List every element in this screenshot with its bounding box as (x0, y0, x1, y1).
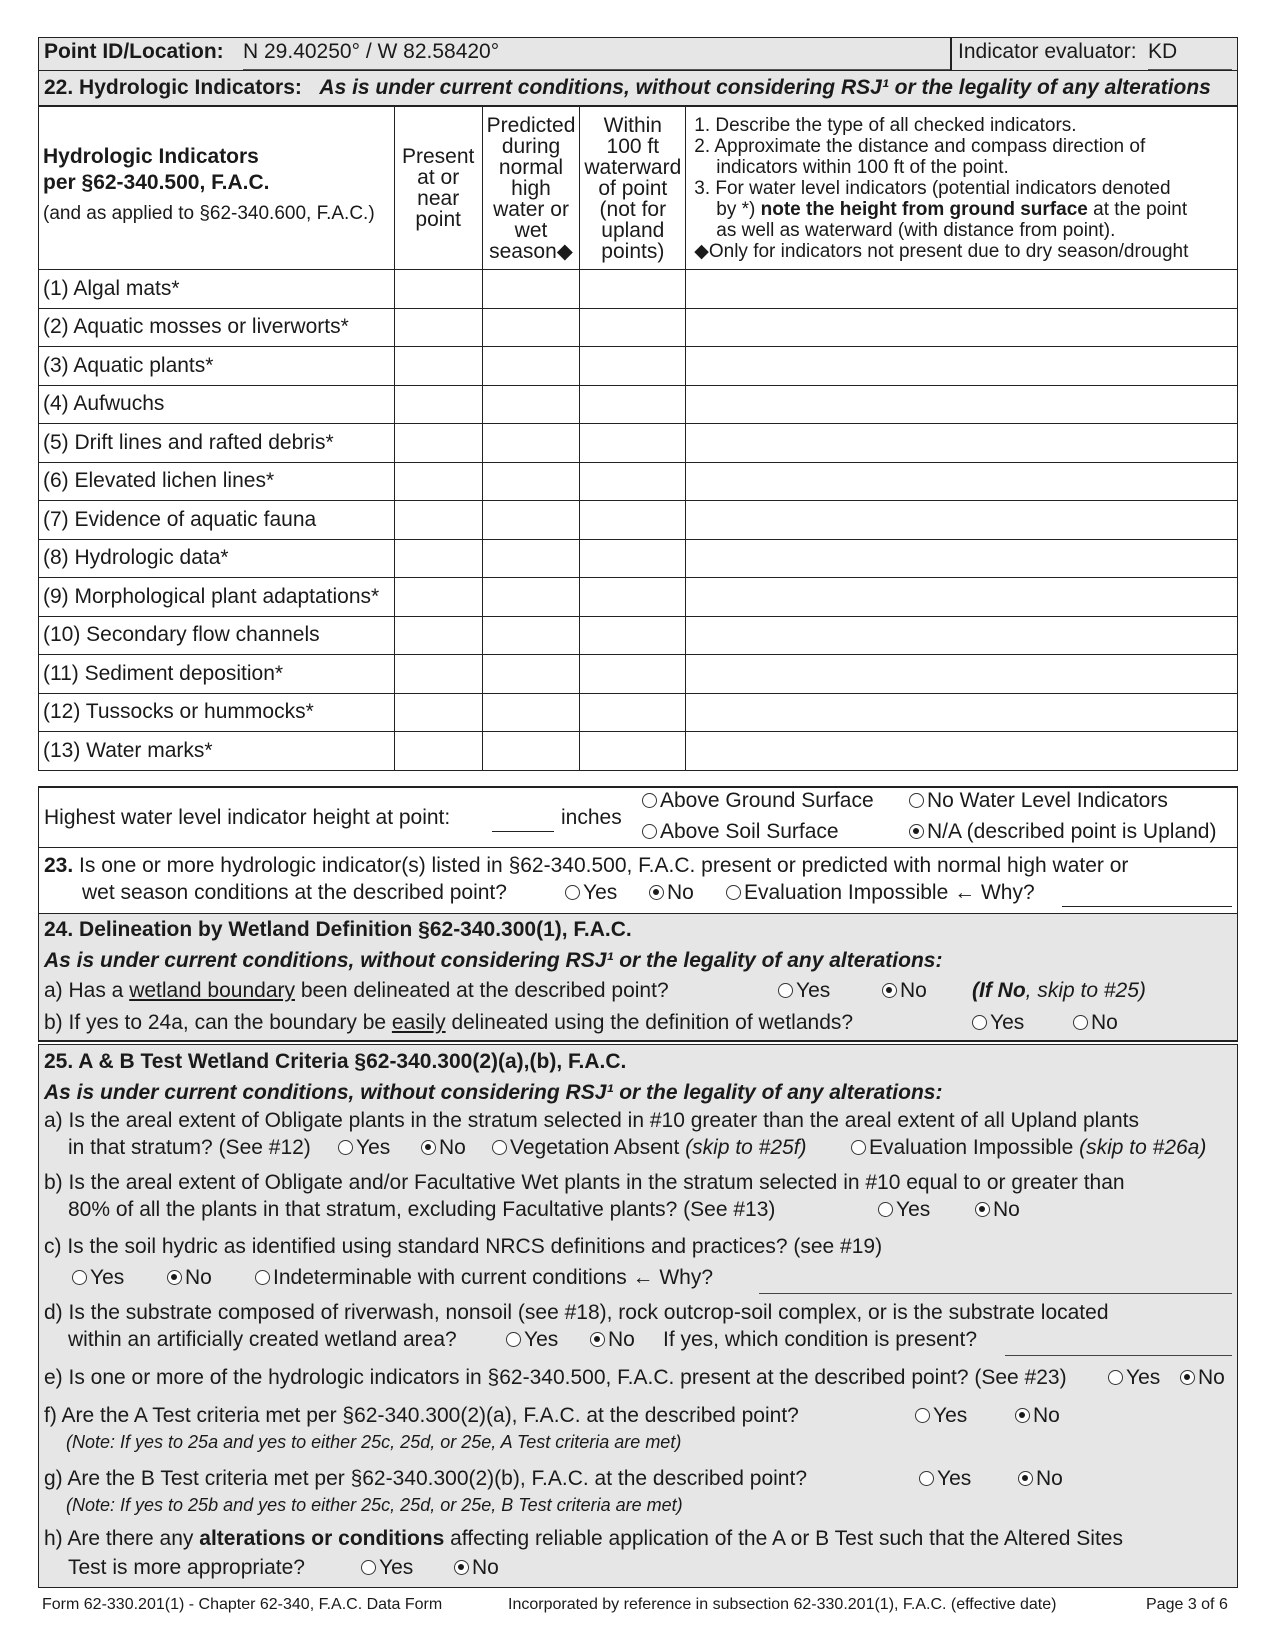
description-cell[interactable] (686, 385, 1238, 424)
indicator-row (39, 655, 1238, 694)
s25f-yes[interactable]: Yes (915, 1403, 967, 1429)
indicator-row (39, 385, 1238, 424)
s25a-vegetation-absent[interactable]: Vegetation Absent (skip to #25f) (492, 1135, 807, 1161)
radio-selected-icon (454, 1560, 469, 1575)
radio-circle-icon (1073, 1015, 1088, 1030)
within-cell[interactable] (580, 693, 686, 732)
hydrologic-indicators-table (38, 106, 1238, 771)
s25h-no[interactable]: No (454, 1555, 499, 1581)
s25g-question: g) Are the B Test criteria met per §62-340.300(2)(b), F.A.C. at the described point? (44, 1467, 808, 1490)
s25d-yes[interactable]: Yes (506, 1327, 558, 1353)
present-cell[interactable] (394, 539, 482, 578)
radio-circle-icon (255, 1270, 270, 1285)
within-cell[interactable] (580, 462, 686, 501)
within-cell[interactable] (580, 501, 686, 540)
s25g-note: (Note: If yes to 25b and yes to either 25c, 25d, or 25e, B Test criteria are met) (66, 1495, 683, 1515)
s24a-question: a) Has a wetland boundary been delineated at the described point? (44, 979, 669, 1002)
s25f-note: (Note: If yes to 25a and yes to either 25c, 25d, or 25e, A Test criteria are met) (66, 1432, 682, 1452)
point-location-label: Point ID/Location: (44, 40, 224, 63)
predicted-cell[interactable] (482, 347, 580, 386)
predicted-cell[interactable] (482, 578, 580, 617)
s25e-no[interactable]: No (1180, 1365, 1225, 1391)
section-25-title: 25. A & B Test Wetland Criteria §62-340.300(2)(a),(b), F.A.C. (44, 1050, 627, 1073)
indicator-label: (4) Aufwuchs (39, 385, 395, 424)
description-cell[interactable] (686, 424, 1238, 463)
indicator-row (39, 539, 1238, 578)
evaluator-value: KD (1148, 40, 1178, 63)
indicator-row (39, 424, 1238, 463)
present-cell[interactable] (394, 732, 482, 771)
section-24-title: 24. Delineation by Wetland Definition §62-340.300(1), F.A.C. (44, 918, 632, 941)
radio-circle-icon (1108, 1370, 1123, 1385)
s25b-yes[interactable]: Yes (878, 1197, 930, 1223)
col-header-predicted: Predicted during normal high water or wet season◆ (482, 107, 580, 270)
predicted-cell[interactable] (482, 385, 580, 424)
present-cell[interactable] (394, 385, 482, 424)
radio-selected-icon (649, 885, 664, 900)
radio-selected-icon (1180, 1370, 1195, 1385)
description-cell[interactable] (686, 539, 1238, 578)
indicator-row (39, 732, 1238, 771)
s25g-no[interactable]: No (1018, 1466, 1063, 1492)
section-23-line2: wet season conditions at the described point? (82, 881, 507, 904)
indicator-row (39, 616, 1238, 655)
indicator-row (39, 462, 1238, 501)
indicator-label: (12) Tussocks or hummocks* (39, 693, 395, 732)
present-cell[interactable] (394, 616, 482, 655)
predicted-cell[interactable] (482, 501, 580, 540)
radio-selected-icon (1015, 1408, 1030, 1423)
predicted-cell[interactable] (482, 732, 580, 771)
s25b-line2: 80% of all the plants in that stratum, excluding Facultative plants? (See #13) (68, 1198, 776, 1221)
s24a-no[interactable]: No (882, 978, 927, 1004)
s25h-question: h) Are there any alterations or conditions affecting reliable application of the A or B Test such that the Altered Sites (44, 1527, 1123, 1550)
s25d-condition-input[interactable] (1005, 1326, 1232, 1356)
s24b-yes[interactable]: Yes (972, 1010, 1024, 1036)
s25e-yes[interactable]: Yes (1108, 1365, 1160, 1391)
s25d-no[interactable]: No (590, 1327, 635, 1353)
s25c-why-input[interactable] (759, 1264, 1232, 1294)
predicted-cell[interactable] (482, 539, 580, 578)
radio-circle-icon (642, 824, 657, 839)
water-level-label: Highest water level indicator height at point: (44, 806, 451, 829)
s25b-no[interactable]: No (975, 1197, 1020, 1223)
radio-circle-icon (72, 1270, 87, 1285)
radio-circle-icon (338, 1140, 353, 1155)
radio-selected-icon (421, 1140, 436, 1155)
indicator-label: (11) Sediment deposition* (39, 655, 395, 694)
s25a-no[interactable]: No (421, 1135, 466, 1161)
predicted-cell[interactable] (482, 462, 580, 501)
radio-circle-icon (642, 793, 657, 808)
footer-form-id: Form 62-330.201(1) - Chapter 62-340, F.A.C. Data Form (42, 1596, 443, 1613)
indicator-label: (7) Evidence of aquatic fauna (39, 501, 395, 540)
description-cell[interactable] (686, 308, 1238, 347)
predicted-cell[interactable] (482, 424, 580, 463)
within-cell[interactable] (580, 655, 686, 694)
s25f-no[interactable]: No (1015, 1403, 1060, 1429)
indicator-label: (2) Aquatic mosses or liverworts* (39, 308, 395, 347)
within-cell[interactable] (580, 616, 686, 655)
predicted-cell[interactable] (482, 655, 580, 694)
s25e-question: e) Is one or more of the hydrologic indicators in §62-340.500, F.A.C. present at the described point? (See #23) (44, 1366, 1067, 1389)
radio-circle-icon (972, 1015, 987, 1030)
indicator-row (39, 501, 1238, 540)
radio-circle-icon (565, 885, 580, 900)
evaluator-label: Indicator evaluator: (958, 40, 1137, 63)
inches-label: inches (561, 806, 622, 829)
radio-circle-icon (361, 1560, 376, 1575)
col-header-indicators: Hydrologic Indicators per §62-340.500, F.A.C. (and as applied to §62-340.600, F.A.C.) (39, 107, 395, 270)
radio-no-water-level[interactable]: No Water Level Indicators (909, 789, 1168, 813)
s25a-question: a) Is the areal extent of Obligate plants in the stratum selected in #10 greater than the areal extent of all Upland plants (44, 1109, 1139, 1132)
section-25-subtitle: As is under current conditions, without considering RSJ¹ or the legality of any alterations: (44, 1081, 943, 1104)
radio-selected-icon (590, 1332, 605, 1347)
indicator-row (39, 578, 1238, 617)
radio-circle-icon (492, 1140, 507, 1155)
within-cell[interactable] (580, 308, 686, 347)
s25c-indeterminable[interactable]: Indeterminable with current conditions ← Why? (255, 1265, 713, 1291)
s24a-yes[interactable]: Yes (778, 978, 830, 1004)
description-cell[interactable] (686, 655, 1238, 694)
water-level-height-input[interactable] (492, 806, 554, 832)
radio-selected-icon (167, 1270, 182, 1285)
indicator-row (39, 270, 1238, 309)
footer-incorporated: Incorporated by reference in subsection 62-330.201(1), F.A.C. (effective date) (508, 1596, 1057, 1613)
description-cell[interactable] (686, 501, 1238, 540)
col-header-instructions: 1. Describe the type of all checked indicators. 2. Approximate the distance and compass direction of indicators within 100 ft of the point. 3. For water level indicators (potential indicators denoted by *) note the height from ground surface at the point as well as waterward (with distance from point). ◆Only for indicators not present due to dry season/drought (686, 107, 1238, 270)
s24b-no[interactable]: No (1073, 1010, 1118, 1036)
description-cell[interactable] (686, 270, 1238, 309)
point-location-value: N 29.40250° / W 82.58420° (243, 40, 500, 63)
s25a-yes[interactable]: Yes (338, 1135, 390, 1161)
s24b-question: b) If yes to 24a, can the boundary be easily delineated using the definition of wetlands? (44, 1011, 854, 1034)
s25d-question: d) Is the substrate composed of riverwash, nonsoil (see #18), rock outcrop-soil complex, or is the substrate located (44, 1301, 1109, 1324)
radio-selected-icon (882, 983, 897, 998)
s25c-no[interactable]: No (167, 1265, 212, 1291)
radio-above-ground[interactable]: Above Ground Surface (642, 789, 874, 813)
s25b-question: b) Is the areal extent of Obligate and/or Facultative Wet plants in the stratum selected in #10 equal to or greater than (44, 1171, 1125, 1194)
s24a-skip-note: (If No, skip to #25) (972, 979, 1146, 1002)
header-divider (950, 37, 952, 71)
radio-circle-icon (506, 1332, 521, 1347)
col-header-present: Present at or near point (394, 107, 482, 270)
indicator-row (39, 693, 1238, 732)
s25d-line2: within an artificially created wetland area? (68, 1328, 457, 1351)
radio-na-upland[interactable]: N/A (described point is Upland) (909, 820, 1216, 844)
within-cell[interactable] (580, 539, 686, 578)
indicator-label: (13) Water marks* (39, 732, 395, 771)
section-22-title: 22. Hydrologic Indicators: As is under current conditions, without considering RSJ¹ or the legality of any alterations (44, 76, 1211, 99)
s25a-evaluation-impossible[interactable]: Evaluation Impossible (skip to #26a) (851, 1135, 1206, 1161)
description-cell[interactable] (686, 693, 1238, 732)
within-cell[interactable] (580, 424, 686, 463)
predicted-cell[interactable] (482, 270, 580, 309)
radio-circle-icon (726, 885, 741, 900)
indicator-label: (8) Hydrologic data* (39, 539, 395, 578)
s25d-which-condition: If yes, which condition is present? (663, 1328, 977, 1351)
radio-circle-icon (778, 983, 793, 998)
indicator-label: (1) Algal mats* (39, 270, 395, 309)
within-cell[interactable] (580, 385, 686, 424)
indicator-label: (10) Secondary flow channels (39, 616, 395, 655)
predicted-cell[interactable] (482, 693, 580, 732)
within-cell[interactable] (580, 270, 686, 309)
present-cell[interactable] (394, 308, 482, 347)
indicator-label: (3) Aquatic plants* (39, 347, 395, 386)
within-cell[interactable] (580, 578, 686, 617)
s23-yes[interactable]: Yes (565, 880, 617, 906)
s25g-yes[interactable]: Yes (919, 1466, 971, 1492)
radio-selected-icon (975, 1202, 990, 1217)
point-location-field[interactable] (243, 40, 950, 70)
radio-circle-icon (919, 1471, 934, 1486)
col-header-within-100ft: Within 100 ft waterward of point (not for upland points) (580, 107, 686, 270)
s25c-yes[interactable]: Yes (72, 1265, 124, 1291)
description-cell[interactable] (686, 732, 1238, 771)
evaluator-field[interactable] (1148, 40, 1232, 70)
s23-evaluation-impossible[interactable]: Evaluation Impossible ← Why? (726, 880, 1035, 906)
present-cell[interactable] (394, 347, 482, 386)
section-23-question: 23. Is one or more hydrologic indicator(s) listed in §62-340.500, F.A.C. present or predicted with normal high water or (44, 854, 1129, 877)
s25f-question: f) Are the A Test criteria met per §62-340.300(2)(a), F.A.C. at the described point? (44, 1404, 799, 1427)
radio-circle-icon (851, 1140, 866, 1155)
radio-selected-icon (1018, 1471, 1033, 1486)
present-cell[interactable] (394, 693, 482, 732)
s25h-line2: Test is more appropriate? (68, 1556, 305, 1579)
indicator-label: (5) Drift lines and rafted debris* (39, 424, 395, 463)
present-cell[interactable] (394, 462, 482, 501)
radio-selected-icon (909, 824, 924, 839)
footer-page-number: Page 3 of 6 (1146, 1596, 1228, 1613)
within-cell[interactable] (580, 732, 686, 771)
radio-circle-icon (878, 1202, 893, 1217)
radio-circle-icon (915, 1408, 930, 1423)
present-cell[interactable] (394, 501, 482, 540)
present-cell[interactable] (394, 655, 482, 694)
indicator-label: (9) Morphological plant adaptations* (39, 578, 395, 617)
present-cell[interactable] (394, 578, 482, 617)
within-cell[interactable] (580, 347, 686, 386)
description-cell[interactable] (686, 347, 1238, 386)
radio-circle-icon (909, 793, 924, 808)
predicted-cell[interactable] (482, 616, 580, 655)
radio-above-soil[interactable]: Above Soil Surface (642, 820, 839, 844)
s23-why-input[interactable] (1062, 878, 1232, 907)
s23-no[interactable]: No (649, 880, 694, 906)
present-cell[interactable] (394, 424, 482, 463)
description-cell[interactable] (686, 462, 1238, 501)
indicator-row (39, 347, 1238, 386)
description-cell[interactable] (686, 616, 1238, 655)
section-24-subtitle: As is under current conditions, without considering RSJ¹ or the legality of any alterations: (44, 949, 943, 972)
indicator-row (39, 308, 1238, 347)
description-cell[interactable] (686, 578, 1238, 617)
indicator-label: (6) Elevated lichen lines* (39, 462, 395, 501)
s25h-yes[interactable]: Yes (361, 1555, 413, 1581)
s25a-line2: in that stratum? (See #12) (68, 1136, 311, 1159)
predicted-cell[interactable] (482, 308, 580, 347)
present-cell[interactable] (394, 270, 482, 309)
s25c-question: c) Is the soil hydric as identified using standard NRCS definitions and practices? (see #19) (44, 1235, 883, 1258)
